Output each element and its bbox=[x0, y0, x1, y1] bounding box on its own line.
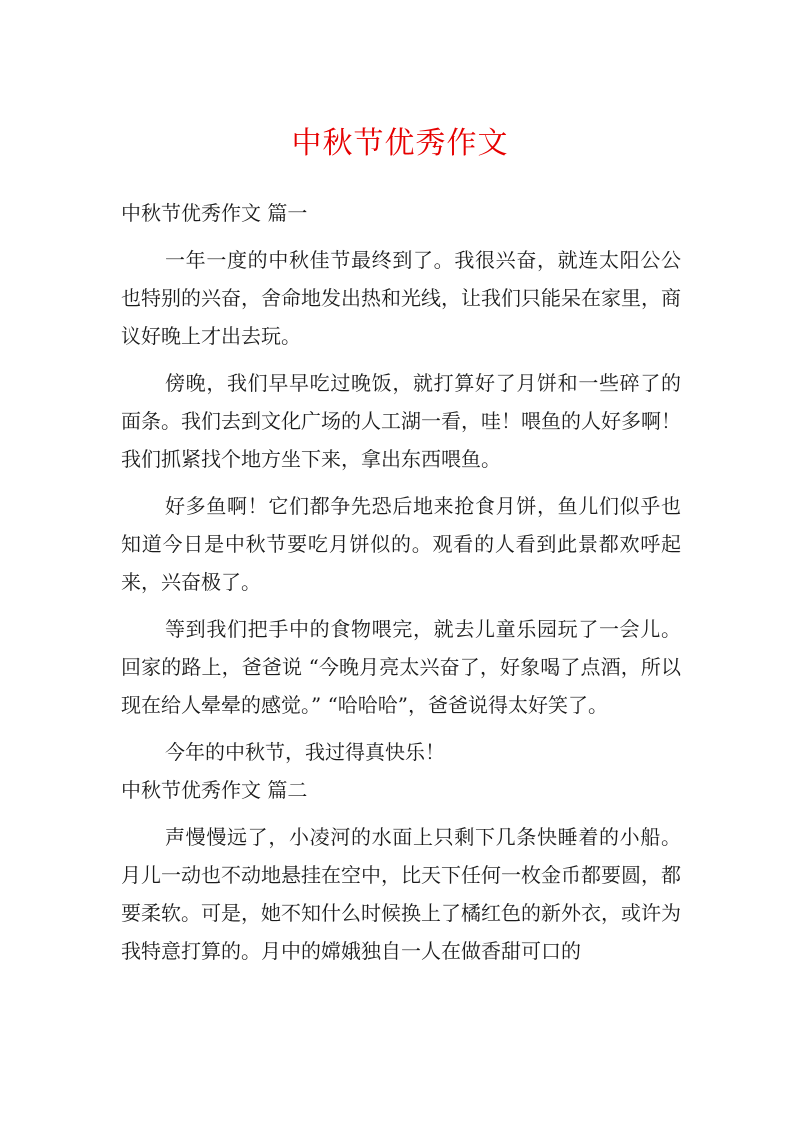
paragraph: 声慢慢远了，小凌河的水面上只剩下几条快睡着的小船。月儿一动也不动地悬挂在空中，比天下任何一枚金币都要圆，都要柔软。可是，她不知什么时候换上了橘红色的新外衣，或许为我特意打算的。月中的嫦娥独自一人在做香甜可口的 bbox=[121, 825, 681, 963]
paragraph: 傍晚，我们早早吃过晚饭，就打算好了月饼和一些碎了的面条。我们去到文化广场的人工湖一看，哇！喂鱼的人好多啊！我们抓紧找个地方坐下来，拿出东西喂鱼。 bbox=[121, 371, 681, 471]
document-title: 中秋节优秀作文 bbox=[291, 126, 509, 161]
paragraph: 今年的中秋节，我过得真快乐！ bbox=[165, 740, 445, 764]
section-heading-2: 中秋节优秀作文 篇二 bbox=[121, 778, 308, 802]
paragraph: 等到我们把手中的食物喂完，就去儿童乐园玩了一会儿。回家的路上，爸爸说 “今晚月亮太兴奋了，好象喝了点酒，所以现在给人晕晕的感觉。” “哈哈哈”，爸爸说得太好笑了。 bbox=[121, 617, 681, 717]
paragraph: 好多鱼啊！它们都争先恐后地来抢食月饼，鱼儿们似乎也知道今日是中秋节要吃月饼似的。观看的人看到此景都欢呼起来，兴奋极了。 bbox=[121, 494, 681, 594]
document-body bbox=[121, 194, 681, 979]
section-heading-1: 中秋节优秀作文 篇一 bbox=[121, 201, 308, 225]
paragraph: 一年一度的中秋佳节最终到了。我很兴奋，就连太阳公公也特别的兴奋，舍命地发出热和光线，让我们只能呆在家里，商议好晚上才出去玩。 bbox=[121, 248, 681, 348]
